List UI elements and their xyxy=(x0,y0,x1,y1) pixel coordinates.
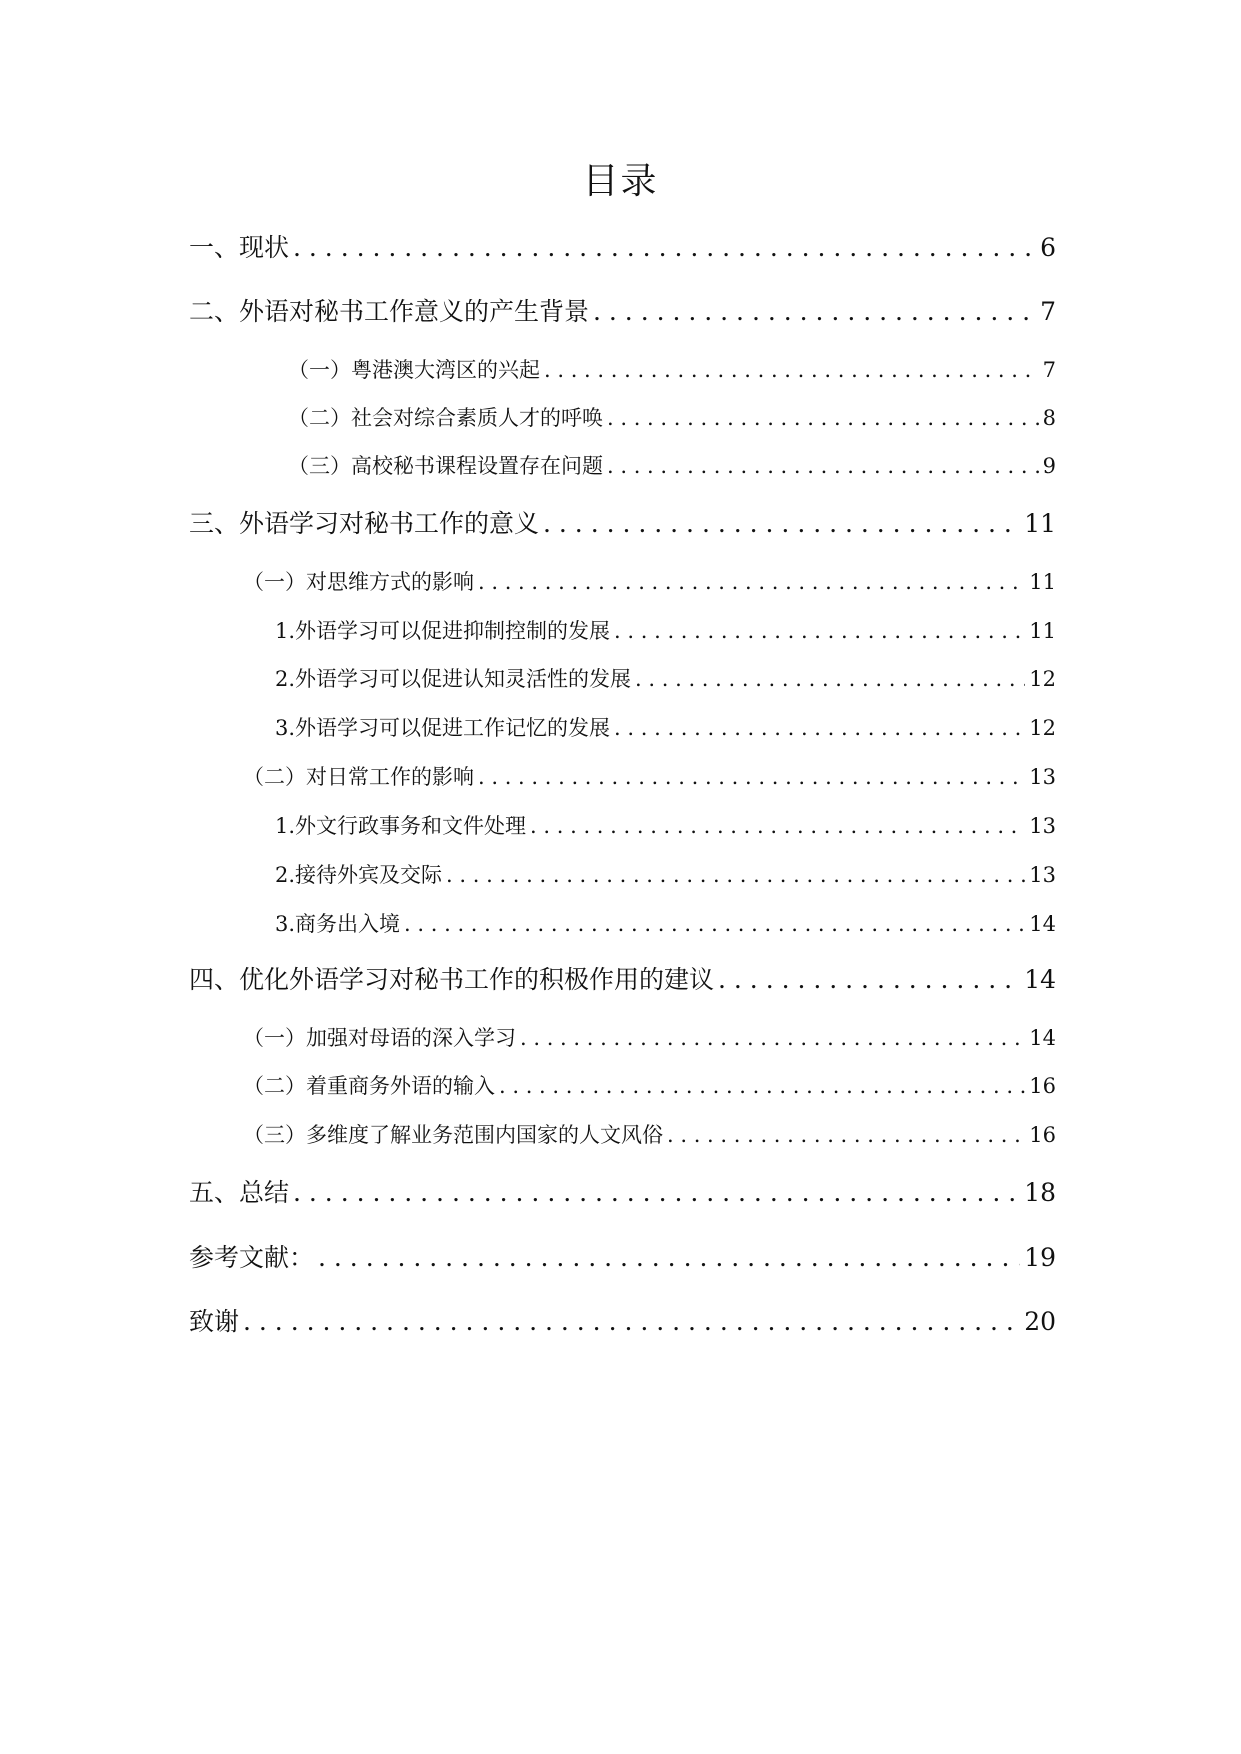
toc-entry[interactable] xyxy=(275,665,1056,693)
toc-entry[interactable] xyxy=(275,910,1056,938)
toc-entry[interactable] xyxy=(189,964,1056,996)
toc-entry[interactable] xyxy=(275,617,1056,645)
toc-page-number: 12 xyxy=(1029,716,1056,740)
toc-leader xyxy=(404,910,1025,938)
toc-entry[interactable] xyxy=(275,861,1056,889)
toc-leader xyxy=(543,508,1020,540)
toc-leader xyxy=(499,1072,1025,1100)
toc-entry[interactable] xyxy=(288,404,1056,432)
toc-entry-label: 一、现状 xyxy=(189,233,290,262)
toc-page-number: 12 xyxy=(1029,667,1056,691)
toc-leader xyxy=(607,404,1039,432)
toc-leader xyxy=(243,1306,1020,1338)
toc-leader xyxy=(318,1242,1020,1274)
toc-page-number: 13 xyxy=(1029,814,1056,838)
toc-entry-label: 2.接待外宾及交际 xyxy=(275,863,443,887)
toc-page-number: 14 xyxy=(1024,965,1056,994)
toc-page-number: 7 xyxy=(1040,297,1056,326)
toc-leader xyxy=(530,812,1025,840)
toc-entry[interactable] xyxy=(243,568,1056,596)
toc-leader xyxy=(614,714,1025,742)
toc-entry-label: 致谢 xyxy=(189,1307,240,1336)
toc-entry[interactable] xyxy=(189,1306,1056,1338)
toc-leader xyxy=(478,763,1025,791)
toc-page-number: 9 xyxy=(1042,454,1056,478)
toc-page-number: 14 xyxy=(1029,1026,1056,1050)
toc-entry-label: 1.外文行政事务和文件处理 xyxy=(275,814,527,838)
toc-entry[interactable] xyxy=(288,452,1056,480)
toc-entry[interactable] xyxy=(275,812,1056,840)
toc-leader xyxy=(520,1024,1025,1052)
toc-leader xyxy=(544,356,1039,384)
toc-leader xyxy=(614,617,1025,645)
toc-entry-label: （三）高校秘书课程设置存在问题 xyxy=(288,454,603,478)
toc-page-number: 13 xyxy=(1029,863,1056,887)
toc-page-number: 6 xyxy=(1040,233,1056,262)
toc-entry-label: 三、外语学习对秘书工作的意义 xyxy=(189,509,540,538)
toc-entry-label: 四、优化外语学习对秘书工作的积极作用的建议 xyxy=(189,965,715,994)
toc-entry[interactable] xyxy=(243,1024,1056,1052)
toc-page-number: 13 xyxy=(1029,765,1056,789)
toc-entry-label: 1.外语学习可以促进抑制控制的发展 xyxy=(275,619,611,643)
toc-leader xyxy=(293,232,1036,264)
toc-page-number: 16 xyxy=(1029,1123,1056,1147)
toc-entry-label: （二）社会对综合素质人才的呼唤 xyxy=(288,406,603,430)
toc-page-number: 20 xyxy=(1024,1307,1056,1336)
toc-entry[interactable] xyxy=(189,1242,1056,1274)
toc-entry-label: （一）加强对母语的深入学习 xyxy=(243,1026,516,1050)
toc-entry[interactable] xyxy=(189,232,1056,264)
toc-page-number: 19 xyxy=(1024,1243,1056,1272)
toc-page-number: 7 xyxy=(1042,358,1056,382)
toc-entry[interactable] xyxy=(189,508,1056,540)
toc-leader xyxy=(667,1121,1025,1149)
toc-title: 目录 xyxy=(582,161,659,202)
toc-entry-label: （一）对思维方式的影响 xyxy=(243,570,474,594)
toc-page-number: 14 xyxy=(1029,912,1056,936)
toc-page-number: 11 xyxy=(1029,570,1056,594)
toc-leader xyxy=(446,861,1025,889)
toc-entry[interactable] xyxy=(243,763,1056,791)
toc-leader xyxy=(718,964,1020,996)
toc-page-number: 18 xyxy=(1024,1178,1056,1207)
toc-entry[interactable] xyxy=(243,1121,1056,1149)
toc-entry-label: （二）对日常工作的影响 xyxy=(243,765,474,789)
toc-entry[interactable] xyxy=(189,296,1056,328)
toc-entry-label: （三）多维度了解业务范围内国家的人文风俗 xyxy=(243,1123,663,1147)
toc-leader xyxy=(607,452,1039,480)
toc-leader xyxy=(593,296,1036,328)
toc-entry[interactable] xyxy=(243,1072,1056,1100)
toc-entry-label: （一）粤港澳大湾区的兴起 xyxy=(288,358,540,382)
toc-leader xyxy=(635,665,1025,693)
toc-entry-label: 3.外语学习可以促进工作记忆的发展 xyxy=(275,716,611,740)
toc-entry-label: 2.外语学习可以促进认知灵活性的发展 xyxy=(275,667,632,691)
toc-entry-label: 3.商务出入境 xyxy=(275,912,401,936)
toc-page-number: 8 xyxy=(1042,406,1056,430)
toc-entry-label: 参考文献： xyxy=(189,1243,315,1272)
toc-entry[interactable] xyxy=(189,1177,1056,1209)
toc-page-number: 16 xyxy=(1029,1074,1056,1098)
toc-entry-label: 二、外语对秘书工作意义的产生背景 xyxy=(189,297,590,326)
toc-entry[interactable] xyxy=(288,356,1056,384)
toc-entry-label: 五、总结 xyxy=(189,1178,290,1207)
toc-page-number: 11 xyxy=(1024,509,1056,538)
toc-entry[interactable] xyxy=(275,714,1056,742)
toc-leader xyxy=(293,1177,1020,1209)
toc-entry-label: （二）着重商务外语的输入 xyxy=(243,1074,495,1098)
toc-page-number: 11 xyxy=(1029,619,1056,643)
toc-leader xyxy=(478,568,1025,596)
